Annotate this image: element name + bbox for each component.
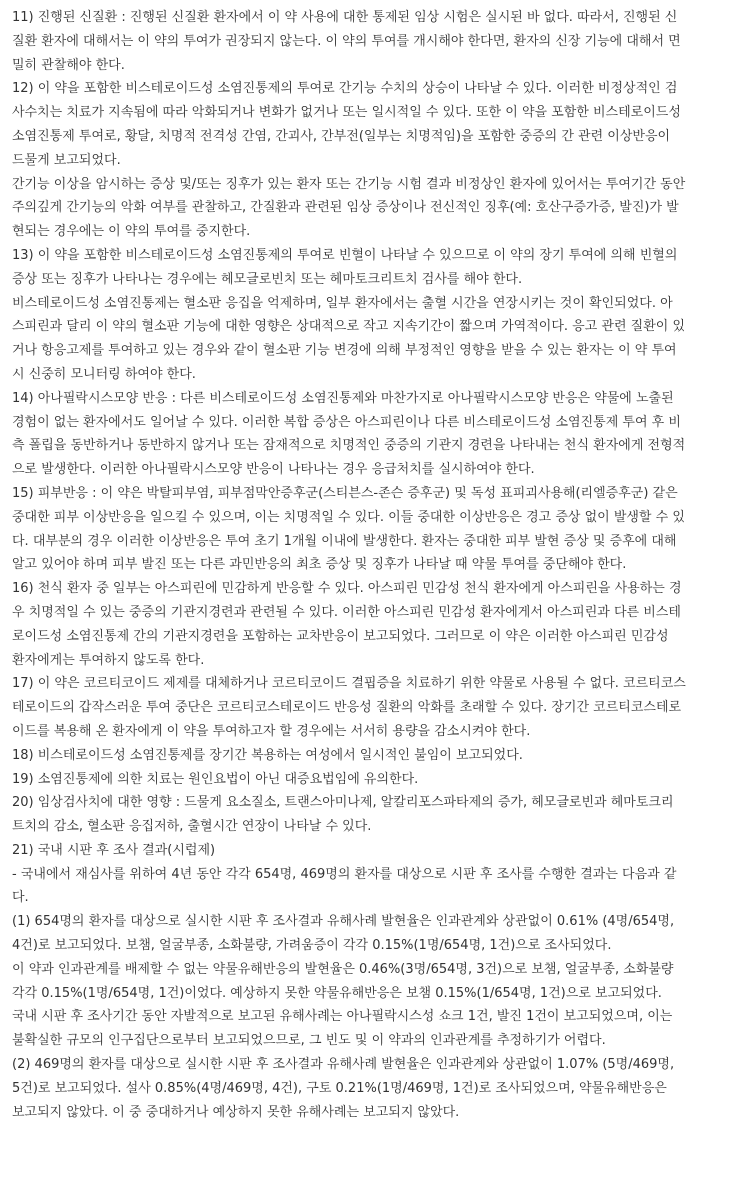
text-line: 소염진통제 투여로, 황달, 치명적 전격성 간염, 간괴사, 간부전(일부는 치명적임)을 포함한 중증의 간 관련 이상반응이 <box>12 128 671 144</box>
text-line: 질환 환자에 대해서는 이 약의 투여가 권장되지 않는다. 이 약의 투여를 개시해야 한다면, 환자의 신장 기능에 대해서 면 <box>12 33 681 49</box>
text-line: 환자에게는 투여하지 않도록 한다. <box>12 652 205 668</box>
text-line: 중대한 피부 이상반응을 일으킬 수 있으며, 이는 치명적일 수 있다. 이들 중대한 이상반응은 경고 증상 없이 발생할 수 있 <box>12 509 685 525</box>
text-line: 20) 임상검사치에 대한 영향 : 드물게 요소질소, 트랜스아미나제, 알칼리포스파타제의 증가, 헤모글로빈과 헤마토크리 <box>12 795 674 811</box>
text-line: 알고 있어야 하며 피부 발진 또는 다른 과민반응의 최초 증상 및 징후가 나타날 때 약물 투여를 중단해야 한다. <box>12 557 627 573</box>
text-line: 증상 또는 징후가 나타나는 경우에는 헤모글로빈치 또는 헤마토크리트치 검사를 해야 한다. <box>12 271 523 287</box>
text-line: 이드를 복용해 온 환자에게 이 약을 투여하고자 할 경우에는 서서히 용량을 감소시켜야 한다. <box>12 723 531 739</box>
document-body <box>12 6 728 1124</box>
text-line: 트치의 감소, 혈소판 응집저하, 출혈시간 연장이 나타날 수 있다. <box>12 819 372 835</box>
text-line: 16) 천식 환자 중 일부는 아스피린에 민감하게 반응할 수 있다. 아스피린 민감성 천식 환자에게 아스피린을 사용하는 경 <box>12 581 682 597</box>
text-line: (2) 469명의 환자를 대상으로 실시한 시판 후 조사결과 유해사례 발현율은 인과관계와 상관없이 1.07% (5명/469명, <box>12 1057 675 1073</box>
text-line: 우 치명적일 수 있는 중증의 기관지경련과 관련될 수 있다. 이러한 아스피린 민감성 환자에게서 아스피린과 다른 비스테 <box>12 604 681 620</box>
text-line: 밀히 관찰해야 한다. <box>12 57 125 73</box>
text-line: 5건)로 보고되었다. 설사 0.85%(4명/469명, 4건), 구토 0.21%(1명/469명, 1건)로 조사되었으며, 약물유해반응은 <box>12 1080 667 1096</box>
text-line: 로이드성 소염진통제 간의 기관지경련을 포함하는 교차반응이 보고되었다. 그러므로 이 약은 이러한 아스피린 민감성 <box>12 628 669 644</box>
text-line: 테로이드의 갑작스러운 투여 중단은 코르티코스테로이드 반응성 질환의 악화를 초래할 수 있다. 장기간 코르티코스테로 <box>12 700 682 716</box>
text-line: 다. <box>12 890 29 906</box>
text-line: 19) 소염진통제에 의한 치료는 원인요법이 아닌 대증요법임에 유의한다. <box>12 771 419 787</box>
text-line: 주의깊게 간기능의 악화 여부를 관찰하고, 간질환과 관련된 임상 증상이나 전신적인 징후(예: 호산구증가증, 발진)가 발 <box>12 200 679 216</box>
text-line: 이 약과 인과관계를 배제할 수 없는 약물유해반응의 발현율은 0.46%(3명/654명, 3건)으로 보챔, 얼굴부종, 소화불량 <box>12 961 674 977</box>
text-line: - 국내에서 재심사를 위하여 4년 동안 각각 654명, 469명의 환자를 대상으로 시판 후 조사를 수행한 결과는 다음과 같 <box>12 866 677 882</box>
text-line: 14) 아나필락시스모양 반응 : 다른 비스테로이드성 소염진통제와 마찬가지로 아나필락시스모양 반응은 약물에 노출된 <box>12 390 674 406</box>
text-line: 보고되지 않았다. 이 중 중대하거나 예상하지 못한 유해사례는 보고되지 않았다. <box>12 1104 460 1120</box>
text-line: 국내 시판 후 조사기간 동안 자발적으로 보고된 유해사례는 아나필락시스성 쇼크 1건, 발진 1건이 보고되었으며, 이는 <box>12 1009 673 1025</box>
text-line: 17) 이 약은 코르티코이드 제제를 대체하거나 코르티코이드 결핍증을 치료하기 위한 약물로 사용될 수 없다. 코르티코스 <box>12 676 686 692</box>
text-line: 현되는 경우에는 이 약의 투여를 중지한다. <box>12 224 251 240</box>
text-line: 15) 피부반응 : 이 약은 박탈피부염, 피부점막안증후군(스티븐스-존슨 증후군) 및 독성 표피괴사용해(리엘증후군) 같은 <box>12 485 678 501</box>
text-line: 비스테로이드성 소염진통제는 혈소판 응집을 억제하며, 일부 환자에서는 출혈 시간을 연장시키는 것이 확인되었다. 아 <box>12 295 673 311</box>
text-line: 간기능 이상을 암시하는 증상 및/또는 징후가 있는 환자 또는 간기능 시험 결과 비정상인 환자에 있어서는 투여기간 동안 <box>12 176 686 192</box>
text-line: 다. 대부분의 경우 이러한 이상반응은 투여 초기 1개월 이내에 발생한다. 환자는 중대한 피부 발현 증상 및 증후에 대해 <box>12 533 677 549</box>
text-line: 4건)로 보고되었다. 보챔, 얼굴부종, 소화불량, 가려움증이 각각 0.15%(1명/654명, 1건)으로 조사되었다. <box>12 938 612 954</box>
text-line: 으로 발생한다. 이러한 아나필락시스모양 반응이 나타나는 경우 응급처치를 실시하여야 한다. <box>12 462 535 478</box>
text-line: 21) 국내 시판 후 조사 결과(시럽제) <box>12 842 216 858</box>
text-line: 드물게 보고되었다. <box>12 152 121 168</box>
text-line: 거나 항응고제를 투여하고 있는 경우와 같이 혈소판 기능 변경에 의해 부정적인 영향을 받을 수 있는 환자는 이 약 투여 <box>12 343 677 359</box>
text-line: 18) 비스테로이드성 소염진통제를 장기간 복용하는 여성에서 일시적인 불임이 보고되었다. <box>12 747 523 763</box>
text-line: 13) 이 약을 포함한 비스테로이드성 소염진통제의 투여로 빈혈이 나타날 수 있으므로 이 약의 장기 투여에 의해 빈혈의 <box>12 247 678 263</box>
text-line: 11) 진행된 신질환 : 진행된 신질환 환자에서 이 약 사용에 대한 통제된 임상 시험은 실시된 바 없다. 따라서, 진행된 신 <box>12 10 678 25</box>
text-line: 경험이 없는 환자에서도 일어날 수 있다. 이러한 복합 증상은 아스피린이나 다른 비스테로이드성 소염진통제 투여 후 비 <box>12 414 681 430</box>
text-line: 각각 0.15%(1명/654명, 1건)이었다. 예상하지 못한 약물유해반응은 보챔 0.15%(1/654명, 1건)으로 보고되었다. <box>12 985 662 1001</box>
text-line: 불확실한 규모의 인구집단으로부터 보고되었으므로, 그 빈도 및 이 약과의 인과관계를 추정하기가 어렵다. <box>12 1033 606 1049</box>
text-line: 측 폴립을 동반하거나 동반하지 않거나 또는 잠재적으로 치명적인 중증의 기관지 경련을 나타내는 천식 환자에게 전형적 <box>12 438 686 454</box>
text-line: 사수치는 치료가 지속됨에 따라 악화되거나 변화가 없거나 또는 일시적일 수 있다. 또한 이 약을 포함한 비스테로이드성 <box>12 105 681 121</box>
text-line: 스피린과 달리 이 약의 혈소판 기능에 대한 영향은 상대적으로 작고 지속기간이 짧으며 가역적이다. 응고 관련 질환이 있 <box>12 319 686 335</box>
text-line: 시 신중히 모니터링 하여야 한다. <box>12 366 196 382</box>
text-line: (1) 654명의 환자를 대상으로 실시한 시판 후 조사결과 유해사례 발현율은 인과관계와 상관없이 0.61% (4명/654명, <box>12 914 675 930</box>
text-line: 12) 이 약을 포함한 비스테로이드성 소염진통제의 투여로 간기능 수치의 상승이 나타날 수 있다. 이러한 비정상적인 검 <box>12 81 678 97</box>
